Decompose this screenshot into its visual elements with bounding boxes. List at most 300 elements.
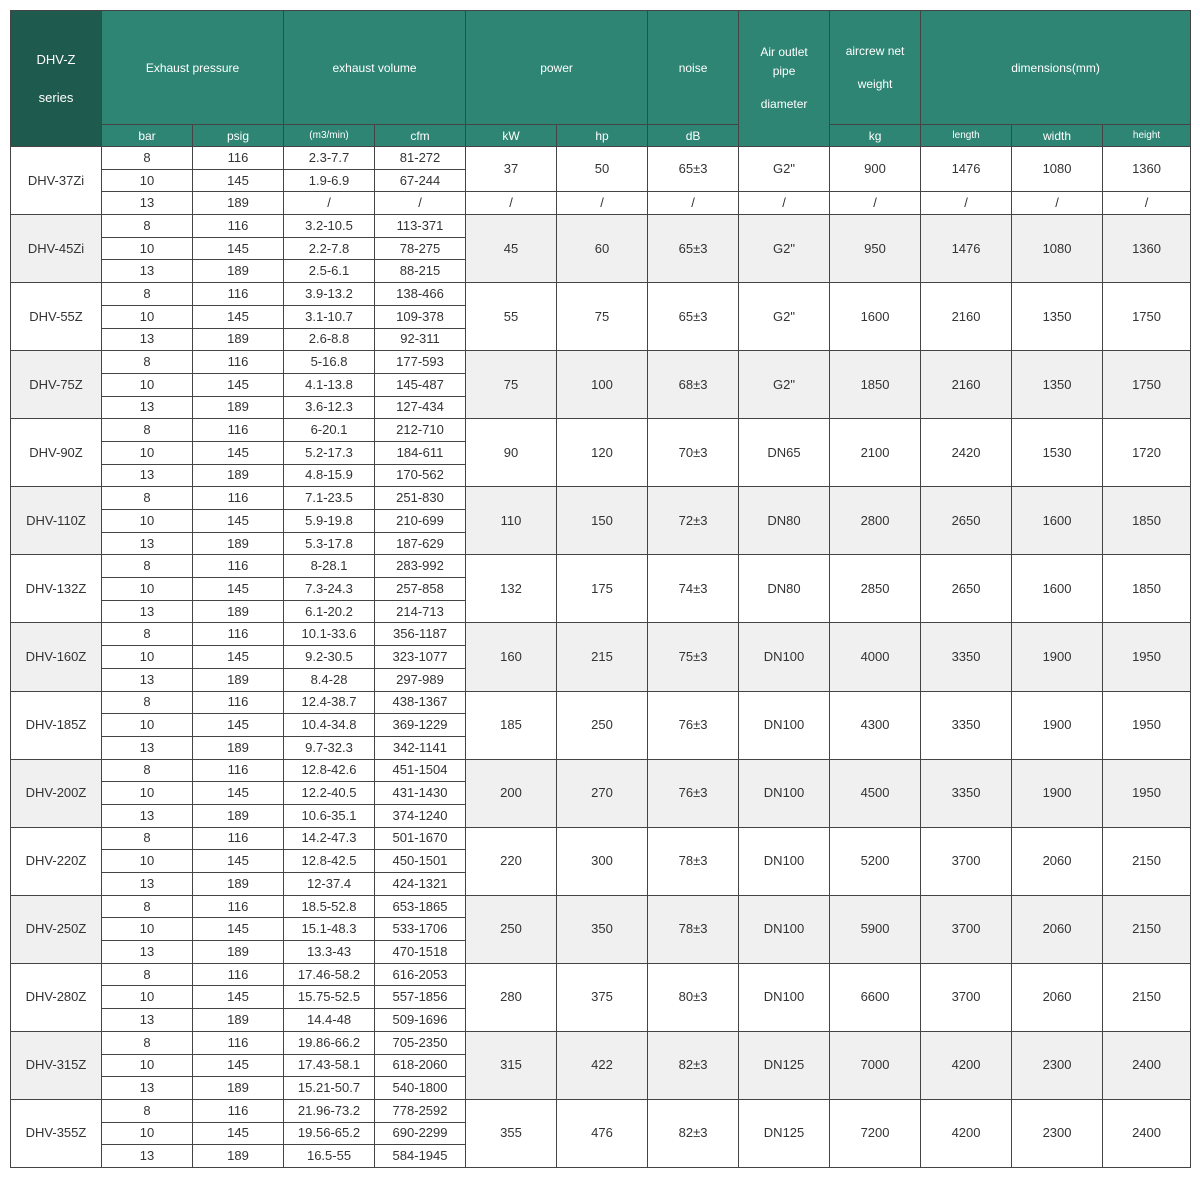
m3min-cell: 2.5-6.1 [284, 260, 375, 283]
cfm-cell: 778-2592 [375, 1099, 466, 1122]
table-row [11, 215, 1191, 238]
width-cell: 1900 [1012, 691, 1103, 759]
cfm-cell: 257-858 [375, 578, 466, 601]
table-row [11, 1031, 1191, 1054]
model-group [11, 283, 1191, 351]
model-group [11, 1099, 1191, 1167]
cfm-cell: 88-215 [375, 260, 466, 283]
bar-cell: 8 [102, 215, 193, 238]
weight-cell: 5200 [830, 827, 921, 895]
m3min-cell: 15.21-50.7 [284, 1077, 375, 1100]
cfm-cell: 374-1240 [375, 804, 466, 827]
cfm-cell: 618-2060 [375, 1054, 466, 1077]
m3min-cell: 3.6-12.3 [284, 396, 375, 419]
power-hp-cell: 375 [557, 963, 648, 1031]
air-outlet-cell: DN125 [739, 1099, 830, 1167]
power-kw-cell: 185 [466, 691, 557, 759]
cfm-cell: 557-1856 [375, 986, 466, 1009]
m3min-cell: 5-16.8 [284, 351, 375, 374]
noise-cell: 65±3 [648, 215, 739, 283]
bar-cell: 13 [102, 668, 193, 691]
height-na-cell: / [1103, 192, 1191, 215]
weight-na-cell: / [830, 192, 921, 215]
cfm-cell: 81-272 [375, 147, 466, 170]
cfm-cell: 616-2053 [375, 963, 466, 986]
bar-cell: 8 [102, 623, 193, 646]
power-kw-cell: 200 [466, 759, 557, 827]
power-hp-cell: 175 [557, 555, 648, 623]
air-outlet-cell: G2" [739, 147, 830, 192]
cfm-cell: 127-434 [375, 396, 466, 419]
width-cell: 2060 [1012, 827, 1103, 895]
noise-cell: 82±3 [648, 1099, 739, 1167]
model-name-cell: DHV-75Z [11, 351, 102, 419]
power-hp-cell: 350 [557, 895, 648, 963]
unit-hp: hp [557, 125, 648, 147]
series-header-line2: series [38, 90, 74, 105]
model-group [11, 1031, 1191, 1099]
power-hp-cell: 422 [557, 1031, 648, 1099]
air-outlet-cell: G2" [739, 215, 830, 283]
height-cell: 1750 [1103, 283, 1191, 351]
height-cell: 1950 [1103, 623, 1191, 691]
length-cell: 2420 [921, 419, 1012, 487]
psig-cell: 145 [193, 1122, 284, 1145]
exhaust-pressure-header: Exhaust pressure [102, 11, 284, 125]
cfm-cell: 369-1229 [375, 714, 466, 737]
psig-cell: 189 [193, 600, 284, 623]
weight-cell: 7000 [830, 1031, 921, 1099]
width-na-cell: / [1012, 192, 1103, 215]
bar-cell: 8 [102, 1099, 193, 1122]
m3min-cell: / [284, 192, 375, 215]
psig-cell: 116 [193, 963, 284, 986]
m3min-cell: 3.1-10.7 [284, 305, 375, 328]
unit-db: dB [648, 125, 739, 147]
m3min-cell: 5.9-19.8 [284, 510, 375, 533]
series-header-line1: DHV-Z [36, 52, 76, 67]
m3min-cell: 12.8-42.6 [284, 759, 375, 782]
weight-header-line1: aircrew net [845, 43, 905, 58]
psig-cell: 189 [193, 1077, 284, 1100]
weight-cell: 5900 [830, 895, 921, 963]
air-outlet-cell: G2" [739, 351, 830, 419]
psig-cell: 116 [193, 759, 284, 782]
spec-table [10, 10, 1191, 1168]
power-kw-cell: 315 [466, 1031, 557, 1099]
psig-cell: 145 [193, 510, 284, 533]
air-outlet-cell: DN80 [739, 487, 830, 555]
length-cell: 2160 [921, 351, 1012, 419]
m3min-cell: 15.75-52.5 [284, 986, 375, 1009]
unit-length: length [921, 125, 1012, 147]
cfm-cell: 177-593 [375, 351, 466, 374]
cfm-cell: 470-1518 [375, 941, 466, 964]
length-cell: 2650 [921, 487, 1012, 555]
m3min-cell: 4.8-15.9 [284, 464, 375, 487]
cfm-cell: 214-713 [375, 600, 466, 623]
power-kw-cell: 132 [466, 555, 557, 623]
cfm-cell: 533-1706 [375, 918, 466, 941]
power-hp-cell: 215 [557, 623, 648, 691]
power-kw-cell: 90 [466, 419, 557, 487]
cfm-cell: 705-2350 [375, 1031, 466, 1054]
cfm-cell: 431-1430 [375, 782, 466, 805]
width-cell: 1080 [1012, 215, 1103, 283]
noise-cell: 70±3 [648, 419, 739, 487]
table-row [11, 1099, 1191, 1122]
model-name-cell: DHV-110Z [11, 487, 102, 555]
psig-cell: 189 [193, 464, 284, 487]
model-group [11, 691, 1191, 759]
m3min-cell: 3.2-10.5 [284, 215, 375, 238]
model-name-cell: DHV-250Z [11, 895, 102, 963]
height-cell: 2150 [1103, 827, 1191, 895]
cfm-cell: 78-275 [375, 237, 466, 260]
m3min-cell: 14.4-48 [284, 1009, 375, 1032]
cfm-cell: / [375, 192, 466, 215]
bar-cell: 10 [102, 918, 193, 941]
power-kw-cell: 160 [466, 623, 557, 691]
psig-cell: 116 [193, 691, 284, 714]
unit-psig: psig [193, 125, 284, 147]
length-cell: 3350 [921, 759, 1012, 827]
bar-cell: 8 [102, 283, 193, 306]
m3min-cell: 17.46-58.2 [284, 963, 375, 986]
model-name-cell: DHV-355Z [11, 1099, 102, 1167]
width-cell: 2060 [1012, 895, 1103, 963]
model-name-cell: DHV-315Z [11, 1031, 102, 1099]
height-cell: 1950 [1103, 759, 1191, 827]
unit-kg: kg [830, 125, 921, 147]
height-cell: 1950 [1103, 691, 1191, 759]
model-group [11, 147, 1191, 215]
psig-cell: 116 [193, 215, 284, 238]
power-hp-cell: 300 [557, 827, 648, 895]
power-hp-cell: 476 [557, 1099, 648, 1167]
cfm-cell: 67-244 [375, 169, 466, 192]
noise-na-cell: / [648, 192, 739, 215]
cfm-cell: 212-710 [375, 419, 466, 442]
model-group [11, 555, 1191, 623]
table-row [11, 623, 1191, 646]
psig-cell: 145 [193, 578, 284, 601]
bar-cell: 10 [102, 510, 193, 533]
air-outlet-cell: DN65 [739, 419, 830, 487]
m3min-cell: 5.2-17.3 [284, 441, 375, 464]
bar-cell: 10 [102, 373, 193, 396]
noise-cell: 76±3 [648, 691, 739, 759]
table-row [11, 895, 1191, 918]
cfm-cell: 210-699 [375, 510, 466, 533]
width-cell: 1080 [1012, 147, 1103, 192]
cfm-cell: 653-1865 [375, 895, 466, 918]
psig-cell: 116 [193, 1099, 284, 1122]
bar-cell: 10 [102, 1054, 193, 1077]
table-row [11, 351, 1191, 374]
power-kw-na-cell: / [466, 192, 557, 215]
air-outlet-cell: DN80 [739, 555, 830, 623]
noise-cell: 65±3 [648, 147, 739, 192]
psig-cell: 116 [193, 283, 284, 306]
model-group [11, 419, 1191, 487]
power-hp-cell: 270 [557, 759, 648, 827]
height-cell: 1360 [1103, 147, 1191, 192]
m3min-cell: 10.4-34.8 [284, 714, 375, 737]
air-outlet-line3: diameter [760, 97, 808, 111]
power-hp-cell: 150 [557, 487, 648, 555]
width-cell: 1350 [1012, 351, 1103, 419]
psig-cell: 145 [193, 305, 284, 328]
length-cell: 3350 [921, 691, 1012, 759]
air-outlet-line1: Air outlet [760, 45, 808, 59]
psig-cell: 116 [193, 487, 284, 510]
unit-kw: kW [466, 125, 557, 147]
m3min-cell: 16.5-55 [284, 1145, 375, 1168]
width-cell: 1900 [1012, 623, 1103, 691]
width-cell: 1900 [1012, 759, 1103, 827]
psig-cell: 145 [193, 850, 284, 873]
weight-cell: 1600 [830, 283, 921, 351]
length-cell: 2650 [921, 555, 1012, 623]
m3min-cell: 10.1-33.6 [284, 623, 375, 646]
unit-width: width [1012, 125, 1103, 147]
air-outlet-header [739, 11, 830, 147]
m3min-cell: 9.2-30.5 [284, 646, 375, 669]
psig-cell: 116 [193, 147, 284, 170]
bar-cell: 13 [102, 873, 193, 896]
m3min-cell: 4.1-13.8 [284, 373, 375, 396]
noise-cell: 68±3 [648, 351, 739, 419]
psig-cell: 116 [193, 1031, 284, 1054]
bar-cell: 8 [102, 1031, 193, 1054]
cfm-cell: 113-371 [375, 215, 466, 238]
m3min-cell: 6-20.1 [284, 419, 375, 442]
length-cell: 4200 [921, 1031, 1012, 1099]
psig-cell: 116 [193, 555, 284, 578]
m3min-cell: 19.86-66.2 [284, 1031, 375, 1054]
unit-height: height [1103, 125, 1191, 147]
psig-cell: 189 [193, 396, 284, 419]
bar-cell: 10 [102, 714, 193, 737]
bar-cell: 8 [102, 827, 193, 850]
psig-cell: 116 [193, 351, 284, 374]
weight-header [830, 11, 921, 125]
noise-cell: 72±3 [648, 487, 739, 555]
table-row [11, 827, 1191, 850]
noise-cell: 74±3 [648, 555, 739, 623]
height-cell: 2400 [1103, 1099, 1191, 1167]
bar-cell: 8 [102, 691, 193, 714]
model-group [11, 623, 1191, 691]
psig-cell: 145 [193, 373, 284, 396]
air-outlet-cell: DN100 [739, 623, 830, 691]
height-cell: 2150 [1103, 963, 1191, 1031]
psig-cell: 145 [193, 1054, 284, 1077]
weight-cell: 900 [830, 147, 921, 192]
psig-cell: 189 [193, 873, 284, 896]
cfm-cell: 501-1670 [375, 827, 466, 850]
bar-cell: 13 [102, 464, 193, 487]
bar-cell: 8 [102, 759, 193, 782]
psig-cell: 145 [193, 441, 284, 464]
m3min-cell: 13.3-43 [284, 941, 375, 964]
noise-cell: 78±3 [648, 827, 739, 895]
noise-header: noise [648, 11, 739, 125]
psig-cell: 189 [193, 328, 284, 351]
power-kw-cell: 220 [466, 827, 557, 895]
m3min-cell: 2.6-8.8 [284, 328, 375, 351]
model-name-cell: DHV-45Zi [11, 215, 102, 283]
unit-m3min: (m3/min) [284, 125, 375, 147]
power-kw-cell: 55 [466, 283, 557, 351]
table-row [11, 963, 1191, 986]
cfm-cell: 690-2299 [375, 1122, 466, 1145]
height-cell: 1850 [1103, 487, 1191, 555]
bar-cell: 10 [102, 850, 193, 873]
cfm-cell: 509-1696 [375, 1009, 466, 1032]
psig-cell: 189 [193, 668, 284, 691]
table-row [11, 419, 1191, 442]
table-row [11, 487, 1191, 510]
psig-cell: 116 [193, 895, 284, 918]
bar-cell: 13 [102, 396, 193, 419]
width-cell: 1350 [1012, 283, 1103, 351]
psig-cell: 189 [193, 804, 284, 827]
m3min-cell: 9.7-32.3 [284, 736, 375, 759]
m3min-cell: 7.3-24.3 [284, 578, 375, 601]
m3min-cell: 8.4-28 [284, 668, 375, 691]
psig-cell: 145 [193, 646, 284, 669]
weight-cell: 2800 [830, 487, 921, 555]
model-group [11, 351, 1191, 419]
bar-cell: 10 [102, 1122, 193, 1145]
power-header: power [466, 11, 648, 125]
model-name-cell: DHV-37Zi [11, 147, 102, 215]
width-cell: 2060 [1012, 963, 1103, 1031]
bar-cell: 8 [102, 487, 193, 510]
exhaust-volume-header: exhaust volume [284, 11, 466, 125]
psig-cell: 145 [193, 918, 284, 941]
air-outlet-cell: DN125 [739, 1031, 830, 1099]
psig-cell: 145 [193, 237, 284, 260]
weight-cell: 4000 [830, 623, 921, 691]
bar-cell: 13 [102, 600, 193, 623]
m3min-cell: 2.2-7.8 [284, 237, 375, 260]
noise-cell: 76±3 [648, 759, 739, 827]
weight-cell: 4300 [830, 691, 921, 759]
length-cell: 1476 [921, 147, 1012, 192]
unit-bar: bar [102, 125, 193, 147]
psig-cell: 145 [193, 714, 284, 737]
table-row [11, 555, 1191, 578]
psig-cell: 189 [193, 1145, 284, 1168]
model-name-cell: DHV-160Z [11, 623, 102, 691]
model-group [11, 895, 1191, 963]
width-cell: 2300 [1012, 1031, 1103, 1099]
cfm-cell: 145-487 [375, 373, 466, 396]
bar-cell: 8 [102, 895, 193, 918]
bar-cell: 10 [102, 782, 193, 805]
table-row [11, 283, 1191, 306]
air-outlet-cell: DN100 [739, 827, 830, 895]
model-group [11, 827, 1191, 895]
cfm-cell: 109-378 [375, 305, 466, 328]
model-name-cell: DHV-200Z [11, 759, 102, 827]
model-group [11, 759, 1191, 827]
weight-header-line2: weight [857, 76, 893, 91]
psig-cell: 189 [193, 941, 284, 964]
m3min-cell: 19.56-65.2 [284, 1122, 375, 1145]
air-outlet-na-cell: / [739, 192, 830, 215]
bar-cell: 10 [102, 578, 193, 601]
weight-cell: 1850 [830, 351, 921, 419]
weight-cell: 2850 [830, 555, 921, 623]
psig-cell: 145 [193, 782, 284, 805]
cfm-cell: 187-629 [375, 532, 466, 555]
table-row [11, 691, 1191, 714]
cfm-cell: 297-989 [375, 668, 466, 691]
cfm-cell: 356-1187 [375, 623, 466, 646]
cfm-cell: 451-1504 [375, 759, 466, 782]
width-cell: 1530 [1012, 419, 1103, 487]
bar-cell: 10 [102, 441, 193, 464]
table-row [11, 192, 1191, 215]
psig-cell: 189 [193, 260, 284, 283]
noise-cell: 65±3 [648, 283, 739, 351]
m3min-cell: 2.3-7.7 [284, 147, 375, 170]
m3min-cell: 5.3-17.8 [284, 532, 375, 555]
cfm-cell: 342-1141 [375, 736, 466, 759]
model-name-cell: DHV-132Z [11, 555, 102, 623]
height-cell: 1360 [1103, 215, 1191, 283]
noise-cell: 78±3 [648, 895, 739, 963]
power-kw-cell: 45 [466, 215, 557, 283]
power-hp-cell: 75 [557, 283, 648, 351]
m3min-cell: 12.8-42.5 [284, 850, 375, 873]
length-cell: 4200 [921, 1099, 1012, 1167]
bar-cell: 10 [102, 646, 193, 669]
cfm-cell: 138-466 [375, 283, 466, 306]
bar-cell: 13 [102, 260, 193, 283]
dimensions-header: dimensions(mm) [921, 11, 1191, 125]
power-hp-cell: 60 [557, 215, 648, 283]
cfm-cell: 424-1321 [375, 873, 466, 896]
bar-cell: 8 [102, 147, 193, 170]
weight-cell: 7200 [830, 1099, 921, 1167]
width-cell: 1600 [1012, 555, 1103, 623]
m3min-cell: 1.9-6.9 [284, 169, 375, 192]
bar-cell: 13 [102, 1145, 193, 1168]
psig-cell: 116 [193, 827, 284, 850]
width-cell: 1600 [1012, 487, 1103, 555]
psig-cell: 145 [193, 169, 284, 192]
noise-cell: 82±3 [648, 1031, 739, 1099]
bar-cell: 8 [102, 419, 193, 442]
bar-cell: 13 [102, 941, 193, 964]
power-hp-cell: 50 [557, 147, 648, 192]
cfm-cell: 184-611 [375, 441, 466, 464]
weight-cell: 950 [830, 215, 921, 283]
air-outlet-cell: DN100 [739, 963, 830, 1031]
cfm-cell: 283-992 [375, 555, 466, 578]
power-hp-cell: 100 [557, 351, 648, 419]
cfm-cell: 323-1077 [375, 646, 466, 669]
weight-cell: 6600 [830, 963, 921, 1031]
bar-cell: 13 [102, 532, 193, 555]
psig-cell: 189 [193, 192, 284, 215]
model-name-cell: DHV-280Z [11, 963, 102, 1031]
